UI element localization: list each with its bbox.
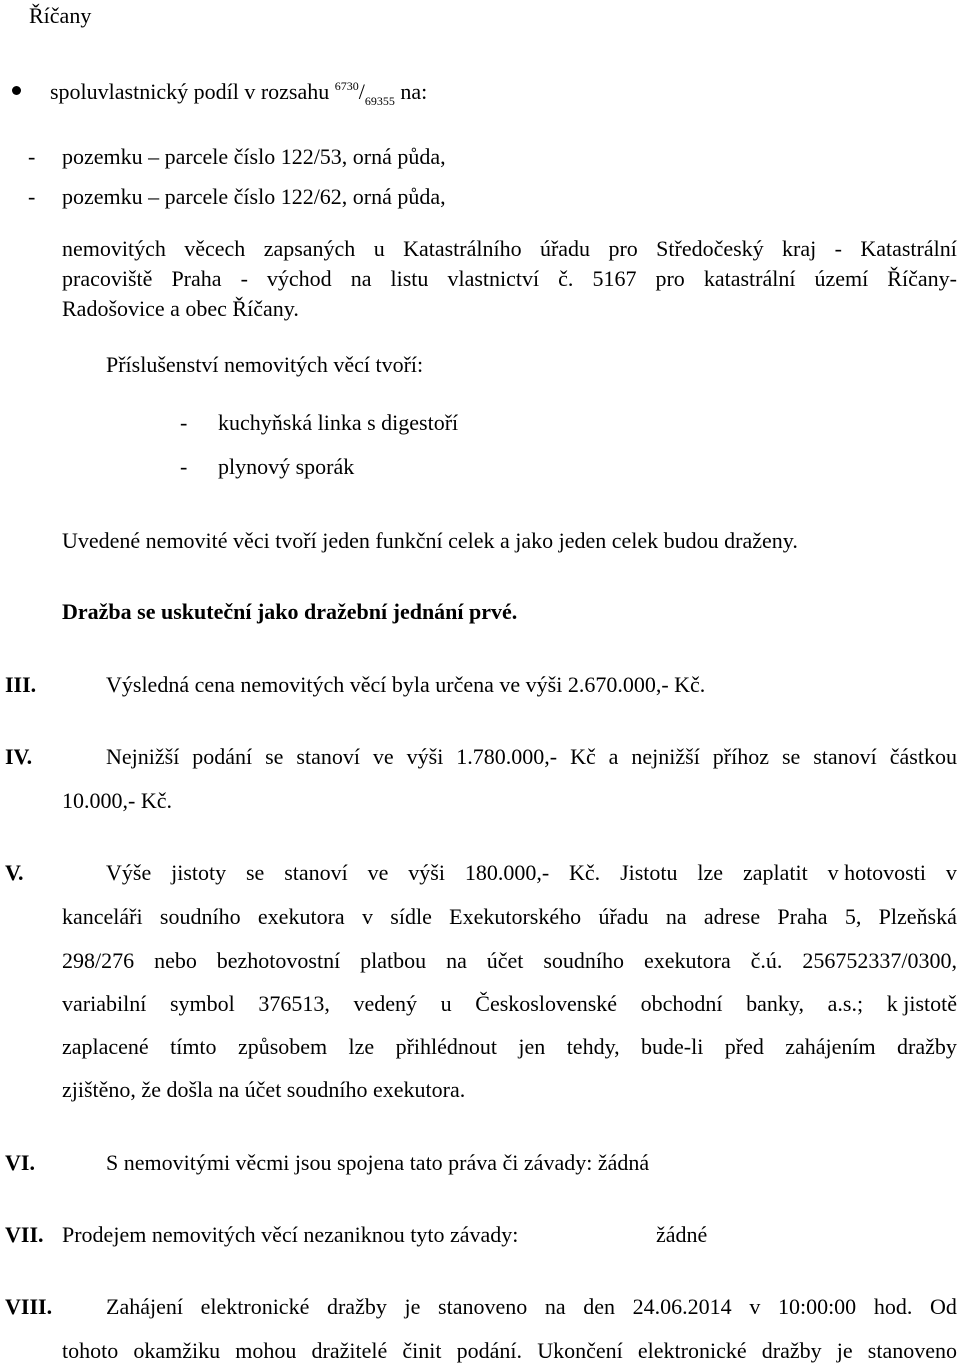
- word: úřadu: [539, 236, 591, 261]
- word: tehdy,: [566, 1034, 620, 1059]
- word: je: [404, 1294, 421, 1319]
- word: stanoveno: [867, 1338, 957, 1363]
- word: 5167: [592, 266, 637, 291]
- word: východ: [266, 266, 332, 291]
- word: Výše: [106, 860, 152, 885]
- section-viii-line-2: [62, 1340, 957, 1362]
- word: dražby: [761, 1338, 822, 1363]
- word: mohou: [235, 1338, 297, 1363]
- word: lze: [697, 860, 724, 885]
- word: č.: [558, 266, 574, 291]
- word: listu: [390, 266, 429, 291]
- word: příhoz: [712, 744, 769, 769]
- word: ve: [367, 860, 389, 885]
- word: vedený: [353, 991, 418, 1016]
- word: se: [245, 860, 265, 885]
- word: 256752337/0300,: [802, 948, 957, 973]
- word: stanoví: [296, 744, 360, 769]
- word: Kč.: [569, 860, 601, 885]
- word: u: [440, 991, 452, 1016]
- word: 24.06.2014: [632, 1294, 732, 1319]
- word: úřadu: [598, 904, 649, 929]
- word: zapsaných: [263, 236, 356, 261]
- word: banky,: [746, 991, 805, 1016]
- section-iv-line-2: 10.000,- Kč.: [62, 788, 172, 813]
- word: Jistotu: [620, 860, 678, 885]
- parcel-dash: -: [28, 184, 36, 209]
- word: sídle: [390, 904, 432, 929]
- word: exekutora: [644, 948, 731, 973]
- word: účet: [486, 948, 524, 973]
- word: nejnižší: [631, 744, 700, 769]
- word: na: [544, 1294, 566, 1319]
- accessories-intro: Příslušenství nemovitých věcí tvoří:: [106, 352, 424, 377]
- word: exekutora: [257, 904, 345, 929]
- share-prefix: spoluvlastnický podíl v rozsahu: [50, 79, 330, 104]
- word: bezhotovostní: [216, 948, 341, 973]
- word: nebo: [154, 948, 197, 973]
- word: na: [665, 904, 687, 929]
- word: se: [781, 744, 801, 769]
- word: pro: [655, 266, 685, 291]
- word: den: [583, 1294, 616, 1319]
- section-v-numeral: V.: [5, 860, 24, 885]
- word: jen: [518, 1034, 546, 1059]
- word: tohoto: [62, 1338, 119, 1363]
- word: adrese: [703, 904, 761, 929]
- word: Středočeský: [656, 236, 764, 261]
- section-v-line-6: zjištěno, že došla na účet soudního exekutora.: [62, 1077, 466, 1102]
- section-v-line-2: [62, 906, 957, 928]
- word: 5,: [844, 904, 862, 929]
- word: Katastrálního: [403, 236, 522, 261]
- word: platbou: [360, 948, 427, 973]
- word: Exekutorského: [449, 904, 582, 929]
- word: tímto: [170, 1034, 217, 1059]
- share-denominator: 69355: [364, 94, 395, 108]
- word: výši: [408, 860, 445, 885]
- bullet-icon: [12, 86, 21, 95]
- word: a: [608, 744, 619, 769]
- word: katastrální: [703, 266, 796, 291]
- parcel-item: pozemku – parcele číslo 122/62, orná půda,: [62, 184, 446, 209]
- word: Československé: [475, 991, 618, 1016]
- word: Nejnižší: [106, 744, 180, 769]
- word: okamžiku: [133, 1338, 221, 1363]
- word: Ukončení: [537, 1338, 623, 1363]
- word: zaplacené: [62, 1034, 149, 1059]
- word: pro: [608, 236, 638, 261]
- share-numerator: 6730: [334, 79, 359, 93]
- word: 298/276: [62, 948, 135, 973]
- word: se: [265, 744, 284, 769]
- word: vlastnictví: [447, 266, 540, 291]
- word: Plzeňská: [878, 904, 957, 929]
- word: dražitelé: [311, 1338, 388, 1363]
- word: k jistotě: [886, 991, 957, 1016]
- word: Zahájení: [106, 1294, 183, 1319]
- section-vi-numeral: VI.: [5, 1150, 35, 1175]
- word: dražby: [897, 1034, 957, 1059]
- section-iii-text: Výsledná cena nemovitých věcí byla určena ve výši 2.670.000,- Kč.: [106, 672, 706, 697]
- word: zaplatit: [742, 860, 808, 885]
- word: území: [814, 266, 869, 291]
- parcel-item: pozemku – parcele číslo 122/53, orná půda,: [62, 144, 446, 169]
- word: stanoví: [813, 744, 877, 769]
- word: kanceláři: [62, 904, 143, 929]
- word: pracoviště: [62, 266, 153, 291]
- share-slash: /: [358, 79, 365, 104]
- word: dražby: [326, 1294, 387, 1319]
- parcel-dash: -: [28, 144, 36, 169]
- word: činit: [402, 1338, 442, 1363]
- word: podání: [192, 744, 253, 769]
- word: u: [373, 236, 385, 261]
- word: na: [350, 266, 372, 291]
- section-viii-numeral: VIII.: [5, 1294, 53, 1319]
- section-v-line-1: [106, 862, 957, 884]
- word: před: [724, 1034, 764, 1059]
- word: hod.: [873, 1294, 913, 1319]
- word: -: [834, 236, 842, 261]
- word: je: [836, 1338, 853, 1363]
- word: věcech: [184, 236, 246, 261]
- section-vii-text: Prodejem nemovitých věcí nezaniknou tyto závady:: [62, 1222, 519, 1247]
- section-iv-line-1: [106, 746, 957, 768]
- page-heading: Říčany: [29, 3, 92, 28]
- word: stanoveno: [438, 1294, 528, 1319]
- word: -: [240, 266, 248, 291]
- word: podání.: [456, 1338, 523, 1363]
- section-vii-numeral: VII.: [5, 1222, 44, 1247]
- word: Říčany-: [887, 266, 957, 291]
- word: v: [749, 1294, 761, 1319]
- word: č.ú.: [750, 948, 783, 973]
- section-viii-line-1: [106, 1296, 957, 1318]
- word: variabilní: [62, 991, 147, 1016]
- auction-type: Dražba se uskuteční jako dražební jednání prvé.: [62, 599, 518, 624]
- word: Praha: [171, 266, 222, 291]
- section-iv-numeral: IV.: [5, 744, 33, 769]
- section-iii-numeral: III.: [5, 672, 37, 697]
- word: Kč: [570, 744, 596, 769]
- section-v-line-4: [62, 993, 957, 1015]
- word: obchodní: [640, 991, 723, 1016]
- word: Praha: [777, 904, 828, 929]
- word: ve: [372, 744, 394, 769]
- accessory-dash: -: [180, 410, 188, 435]
- section-vi-text: S nemovitými věcmi jsou spojena tato práva či závady: žádná: [106, 1150, 650, 1175]
- word: v: [361, 904, 373, 929]
- registry-line-1: [62, 238, 957, 260]
- word: v hotovosti: [827, 860, 926, 885]
- registry-line-2: [62, 268, 957, 290]
- word: výši: [406, 744, 444, 769]
- word: Katastrální: [860, 236, 957, 261]
- word: přihlédnout: [395, 1034, 498, 1059]
- word: kraj: [782, 236, 817, 261]
- word: 180.000,-: [464, 860, 550, 885]
- word: Od: [929, 1294, 957, 1319]
- accessory-item: kuchyňská linka s digestoří: [218, 410, 459, 435]
- word: bude-li: [641, 1034, 704, 1059]
- word: elektronické: [200, 1294, 310, 1319]
- word: a.s.;: [827, 991, 864, 1016]
- accessory-dash: -: [180, 454, 188, 479]
- registry-line-3: Radošovice a obec Říčany.: [62, 296, 299, 321]
- unit-note: Uvedené nemovité věci tvoří jeden funkční celek a jako jeden celek budou draženy.: [62, 528, 798, 553]
- word: stanoví: [284, 860, 348, 885]
- accessory-item: plynový sporák: [218, 454, 355, 479]
- section-v-line-3: [62, 950, 957, 972]
- word: 10:00:00: [777, 1294, 857, 1319]
- section-v-line-5: [62, 1036, 957, 1058]
- word: způsobem: [237, 1034, 328, 1059]
- word: symbol: [169, 991, 235, 1016]
- section-vii-value: žádné: [656, 1222, 708, 1247]
- word: 1.780.000,-: [456, 744, 558, 769]
- word: elektronické: [637, 1338, 747, 1363]
- word: jistoty: [171, 860, 227, 885]
- word: v: [945, 860, 957, 885]
- word: nemovitých: [62, 236, 166, 261]
- word: na: [446, 948, 467, 973]
- share-line: [50, 80, 427, 107]
- word: soudního: [543, 948, 625, 973]
- word: částkou: [889, 744, 957, 769]
- word: soudního: [159, 904, 241, 929]
- word: 376513,: [258, 991, 330, 1016]
- word: zahájením: [785, 1034, 876, 1059]
- word: lze: [348, 1034, 375, 1059]
- share-suffix: na:: [400, 79, 428, 104]
